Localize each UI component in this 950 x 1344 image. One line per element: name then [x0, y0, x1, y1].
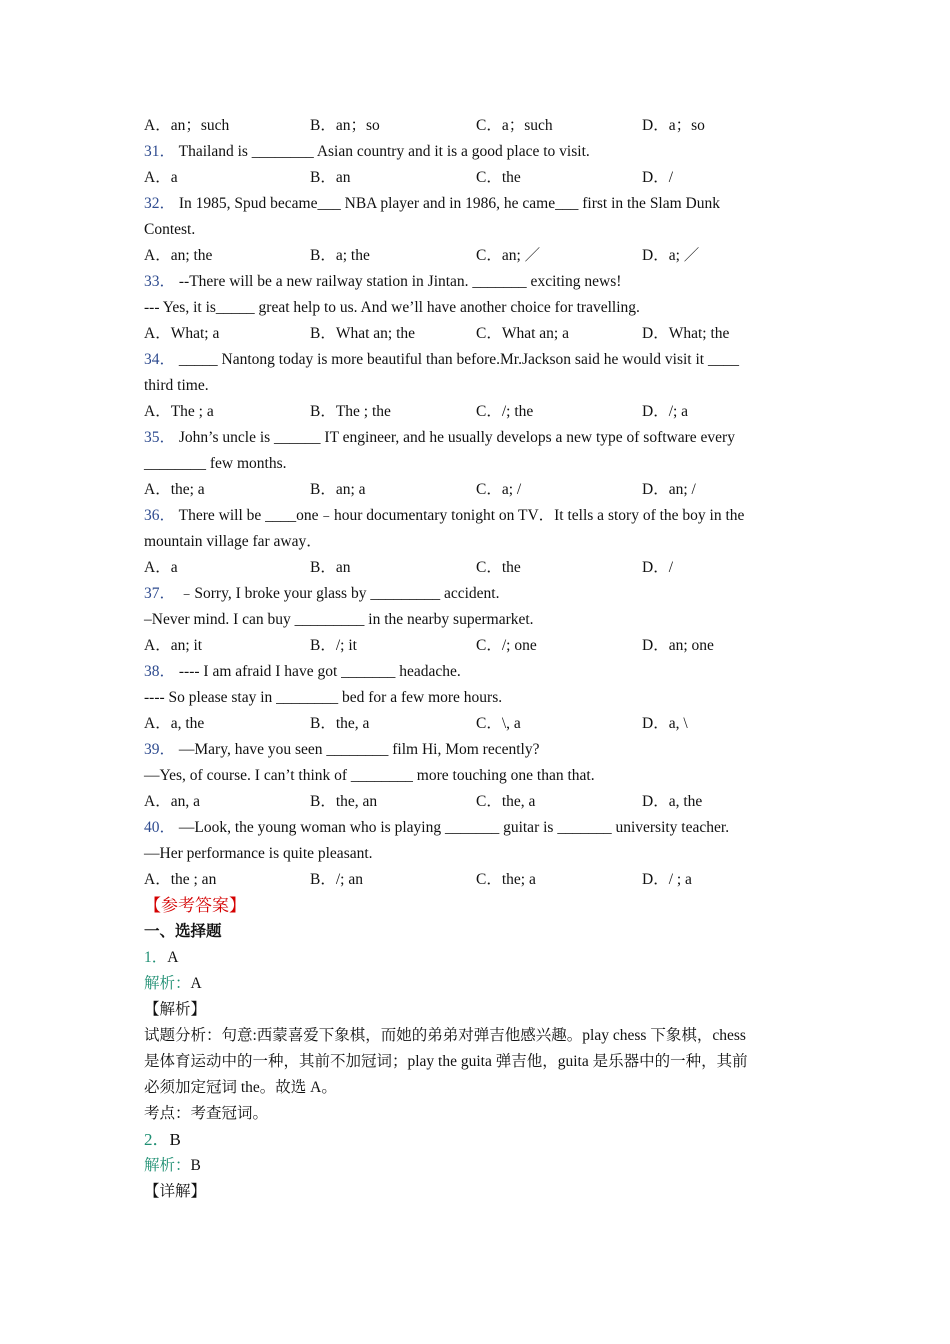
option-b: B．an；so [310, 117, 380, 134]
answer-number: 2． [144, 1130, 170, 1149]
option-d: D．What; the [642, 325, 730, 342]
options-row-36 [144, 555, 796, 581]
jiexi-label: 解析： [144, 975, 191, 992]
option-b: B．/; it [310, 637, 357, 654]
question-number: 38． [144, 663, 176, 680]
question-text: ﹣Sorry, I broke your glass by _________ accident. [178, 585, 500, 602]
question-32 [144, 191, 796, 217]
question-number: 34． [144, 351, 176, 368]
question-38 [144, 659, 796, 685]
question-33-cont: --- Yes, it is_____ great help to us. And we’ll have another choice for travelling. [144, 299, 640, 316]
option-b: B．an; a [310, 481, 366, 498]
question-text: Thailand is ________ Asian country and it is a good place to visit. [178, 143, 590, 160]
option-d: D．/ ; a [642, 871, 692, 888]
question-number: 35． [144, 429, 176, 446]
option-d: D．an; / [642, 481, 696, 498]
jiexi-value: A [190, 975, 202, 992]
options-row-38 [144, 711, 796, 737]
answer-key-heading: 【参考答案】 [144, 896, 246, 915]
option-d: D．a; ／ [642, 247, 700, 264]
section-heading: 一、选择题 [144, 923, 222, 940]
question-text: —Mary, have you seen ________ film Hi, Mom recently? [178, 741, 540, 758]
option-c: C．the, a [476, 793, 536, 810]
answer-1-bracket: 【解析】 [144, 1001, 207, 1018]
question-37 [144, 581, 796, 607]
answer-1 [144, 945, 796, 971]
option-c: C．\, a [476, 715, 521, 732]
question-text: --There will be a new railway station in Jintan. _______ exciting news! [178, 273, 622, 290]
option-a: A．a [144, 169, 178, 186]
question-number: 31． [144, 143, 176, 160]
option-b: B．a; the [310, 247, 370, 264]
question-35-cont: ________ few months. [144, 455, 287, 472]
answer-2-bracket: 【详解】 [144, 1183, 207, 1200]
question-number: 36． [144, 507, 176, 524]
options-row-39 [144, 789, 796, 815]
question-number: 32． [144, 195, 176, 212]
option-c: C．an; ／ [476, 247, 541, 264]
question-number: 33． [144, 273, 176, 290]
option-c: C．a; / [476, 481, 522, 498]
document-content [144, 113, 796, 1205]
option-a: A．the ; an [144, 871, 217, 888]
question-text: There will be ____one﹣hour documentary tonight on TV．It tells a story of the boy in the [178, 507, 745, 524]
options-row-35 [144, 477, 796, 503]
jiexi-label: 解析： [144, 1157, 191, 1174]
answer-2 [144, 1127, 796, 1153]
option-a: A．the; a [144, 481, 205, 498]
option-a: A．What; a [144, 325, 220, 342]
question-36-cont: mountain village far away． [144, 533, 322, 550]
question-text: _____ Nantong today is more beautiful than before.Mr.Jackson said he would visit it ____ [178, 351, 739, 368]
options-row-40 [144, 867, 796, 893]
option-c: C．the; a [476, 871, 536, 888]
option-d: D．/; a [642, 403, 689, 420]
option-c: C．/; the [476, 403, 534, 420]
option-a: A．an；such [144, 117, 230, 134]
options-row-31 [144, 165, 796, 191]
options-row-top [144, 113, 796, 139]
answer-value: B [169, 1130, 181, 1149]
option-a: A．a [144, 559, 178, 576]
option-d: D．a, \ [642, 715, 688, 732]
options-row-37 [144, 633, 796, 659]
option-d: D．/ [642, 169, 674, 186]
question-36 [144, 503, 796, 529]
question-number: 37． [144, 585, 176, 602]
option-a: A．an, a [144, 793, 200, 810]
option-c: C．the [476, 559, 521, 576]
question-37-cont: –Never mind. I can buy _________ in the nearby supermarket. [144, 611, 534, 628]
option-a: A．an; the [144, 247, 213, 264]
question-33 [144, 269, 796, 295]
answer-number: 1． [144, 949, 168, 966]
question-number: 40． [144, 819, 176, 836]
option-d: D．a, the [642, 793, 703, 810]
options-row-34 [144, 399, 796, 425]
answer-1-kaodian: 考点：考查冠词。 [144, 1105, 269, 1122]
question-40 [144, 815, 796, 841]
option-b: B．the, an [310, 793, 378, 810]
question-34-cont: third time. [144, 377, 209, 394]
option-c: C．/; one [476, 637, 537, 654]
question-38-cont: ---- So please stay in ________ bed for a few more hours. [144, 689, 503, 706]
question-text: John’s uncle is ______ IT engineer, and he usually develops a new type of software every [178, 429, 735, 446]
answer-1-analysis-line: 试题分析：句意:西蒙喜爱下象棋，而她的弟弟对弹吉他感兴趣。play chess 下象棋，chess [144, 1027, 746, 1044]
question-34 [144, 347, 796, 373]
answer-1-analysis-line: 是体育运动中的一种，其前不加冠词；play the guita 弹吉他，guita 是乐器中的一种，其前 [144, 1053, 748, 1070]
option-d: D．an; one [642, 637, 714, 654]
option-c: C．the [476, 169, 521, 186]
option-a: A．The ; a [144, 403, 214, 420]
answer-1-analysis-line: 必须加定冠词 the。故选 A。 [144, 1079, 337, 1096]
question-40-cont: —Her performance is quite pleasant. [144, 845, 373, 862]
question-35 [144, 425, 796, 451]
option-b: B．/; an [310, 871, 363, 888]
option-a: A．an; it [144, 637, 203, 654]
question-39-cont: —Yes, of course. I can’t think of ________ more touching one than that. [144, 767, 595, 784]
question-text: In 1985, Spud became___ NBA player and in 1986, he came___ first in the Slam Dunk [178, 195, 720, 212]
options-row-33 [144, 321, 796, 347]
option-b: B．an [310, 169, 351, 186]
option-d: D．a；so [642, 117, 705, 134]
options-row-32 [144, 243, 796, 269]
jiexi-value: B [190, 1157, 201, 1174]
answer-value: A [167, 949, 179, 966]
answer-1-jiexi [144, 971, 796, 997]
option-b: B．an [310, 559, 351, 576]
option-c: C．a；such [476, 117, 553, 134]
question-31 [144, 139, 796, 165]
option-b: B．What an; the [310, 325, 416, 342]
option-d: D．/ [642, 559, 674, 576]
question-text: ---- I am afraid I have got _______ headache. [178, 663, 461, 680]
option-c: C．What an; a [476, 325, 569, 342]
option-b: B．the, a [310, 715, 370, 732]
option-a: A．a, the [144, 715, 205, 732]
question-32-cont: Contest. [144, 221, 196, 238]
question-39 [144, 737, 796, 763]
answer-2-jiexi [144, 1153, 796, 1179]
question-text: —Look, the young woman who is playing _______ guitar is _______ university teacher. [178, 819, 730, 836]
question-number: 39． [144, 741, 176, 758]
option-b: B．The ; the [310, 403, 391, 420]
